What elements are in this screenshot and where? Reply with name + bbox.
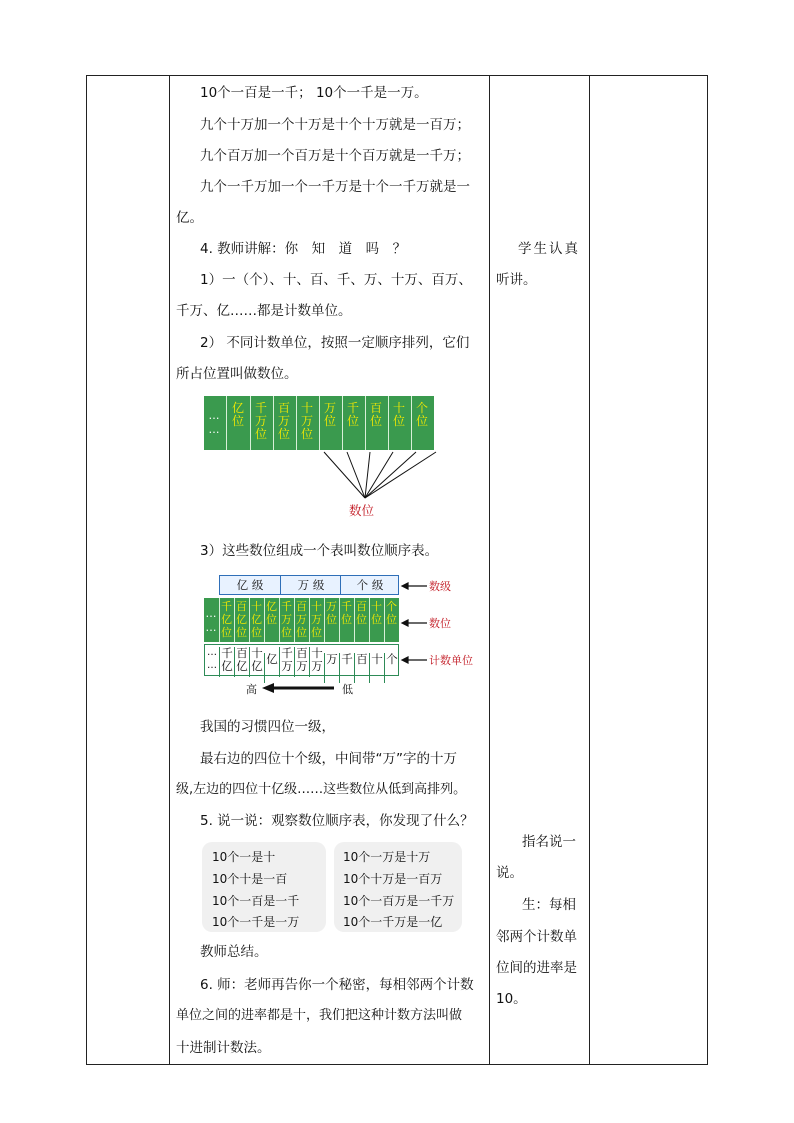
text-line: 级,左边的四位十亿级……这些数位从低到高排列。 (176, 782, 467, 797)
ellipsis: … … (205, 607, 217, 634)
unit-cell: 千 亿 (219, 647, 234, 677)
place-cell: 万 位 (323, 401, 336, 428)
place-cell: 千 位 (341, 600, 352, 626)
place-cell: 个 位 (415, 401, 428, 428)
text-line: 2） 不同计数单位，按照一定顺序排列，它们 (200, 335, 470, 351)
text-line: 6. 师：老师再告你一个秘密，每相邻两个计数 (200, 977, 474, 993)
left-bubble (202, 842, 326, 932)
column-divider (169, 76, 170, 1064)
text-line: 4. 教师讲解：你 知 道 吗 ？ (200, 241, 407, 257)
place-cell: 十 万 位 (311, 600, 322, 639)
level-row (219, 575, 399, 595)
right-bubble (334, 842, 462, 932)
bubble-line: 10个一千是一万 (212, 915, 300, 929)
text-line: 10个一百是一千； 10个一千是一万。 (200, 85, 428, 101)
unit-row (204, 644, 399, 676)
place-cell: 百 位 (356, 600, 367, 626)
bubble-line: 10个一是十 (212, 850, 276, 864)
bubble-line: 10个一百万是一千万 (343, 894, 455, 908)
unit-cell: 百 万 (294, 647, 309, 677)
place-cell: 万 位 (326, 600, 337, 626)
text-line: 九个百万加一个百万是十个百万就是一千万； (200, 148, 470, 164)
text-line: 1）一（个）、十、百、千、万、十万、百万、 (200, 272, 472, 288)
unit-cell: 千 万 (279, 647, 294, 677)
place-cell: 亿 位 (266, 600, 277, 626)
ellipsis: … … (208, 409, 220, 436)
bubble-line: 10个一千万是一亿 (343, 915, 443, 929)
unit-cell: 百 (354, 653, 369, 683)
place-cell: 千 万 位 (254, 401, 267, 441)
text-line: 十进制计数法。 (176, 1040, 271, 1056)
student-line: 10。 (496, 991, 527, 1007)
text-line: 我国的习惯四位一级， (200, 719, 335, 735)
text-line: 亿。 (176, 210, 203, 226)
text-line: 单位之间的进率都是十，我们把这种计数方法叫做 (176, 1008, 463, 1023)
level-cell: 个 级 (340, 576, 399, 594)
unit-cell: 个 (384, 653, 399, 683)
level-cell: 万 级 (280, 576, 341, 594)
place-cell: 十 位 (371, 600, 382, 626)
place-cell: 百 万 位 (277, 401, 290, 441)
student-line: 指名说一 (522, 834, 576, 850)
place-cell: 百 万 位 (296, 600, 307, 639)
place-label: 数位 (429, 617, 451, 630)
text-line: 最右边的四位十个级，中间带“万”字的十万 (200, 751, 457, 767)
text-line: 3）这些数位组成一个表叫数位顺序表。 (200, 543, 439, 559)
place-row (204, 598, 399, 642)
unit-cell: 万 (324, 653, 339, 683)
bubble-line: 10个一万是十万 (343, 850, 431, 864)
column-divider (589, 76, 590, 1064)
ellipsis: … … (207, 647, 217, 671)
student-line: 位间的进率是 (496, 960, 577, 976)
unit-cell: 千 (339, 653, 354, 683)
unit-cell: 十 (369, 653, 384, 683)
place-cell: 十 亿 位 (251, 600, 262, 639)
direction-arrow (262, 682, 336, 694)
place-value-strip (204, 396, 434, 450)
low-label: 低 (342, 683, 353, 696)
place-cell: 十 位 (392, 401, 405, 428)
unit-cell: 十 万 (309, 647, 324, 677)
text-line: 5. 说一说：观察数位顺序表，你发现了什么？ (200, 813, 474, 829)
level-cell: 亿 级 (236, 578, 264, 592)
unit-cell: 百 亿 (234, 647, 249, 677)
place-cell: 个 位 (386, 600, 397, 626)
arrows-graphic (310, 448, 450, 504)
place-cell: 千 亿 位 (221, 600, 232, 639)
row-arrows (400, 578, 430, 668)
level-label: 数级 (429, 580, 451, 593)
place-cell: 百 亿 位 (236, 600, 247, 639)
bubble-line: 10个一百是一千 (212, 894, 300, 908)
text-line: 千万、亿……都是计数单位。 (176, 303, 352, 319)
bubble-line: 10个十是一百 (212, 872, 288, 886)
place-cell: 十 万 位 (300, 401, 313, 441)
student-line: 邻两个计数单 (496, 929, 577, 945)
student-line: 学生认真 (518, 241, 580, 257)
unit-cell: 十 亿 (249, 647, 264, 677)
high-label: 高 (246, 683, 257, 696)
column-divider (489, 76, 490, 1064)
place-cell: 千 万 位 (281, 600, 292, 639)
diagram-label: 数位 (349, 503, 375, 518)
place-cell: 亿 位 (231, 401, 244, 428)
text-line: 九个十万加一个十万是十个十万就是一百万； (200, 117, 470, 133)
text-line: 九个一千万加一个一千万是十个一千万就是一 (200, 179, 470, 195)
unit-cell: 亿 (264, 653, 279, 683)
student-line: 听讲。 (496, 272, 537, 288)
place-cell: 千 位 (346, 401, 359, 428)
unit-label: 计数单位 (429, 654, 473, 667)
bubble-line: 10个十万是一百万 (343, 872, 443, 886)
text-line: 所占位置叫做数位。 (176, 366, 298, 382)
place-cell: 百 位 (369, 401, 382, 428)
text-line: 教师总结。 (200, 944, 268, 960)
student-line: 说。 (496, 865, 523, 881)
student-line: 生：每相 (522, 897, 576, 913)
